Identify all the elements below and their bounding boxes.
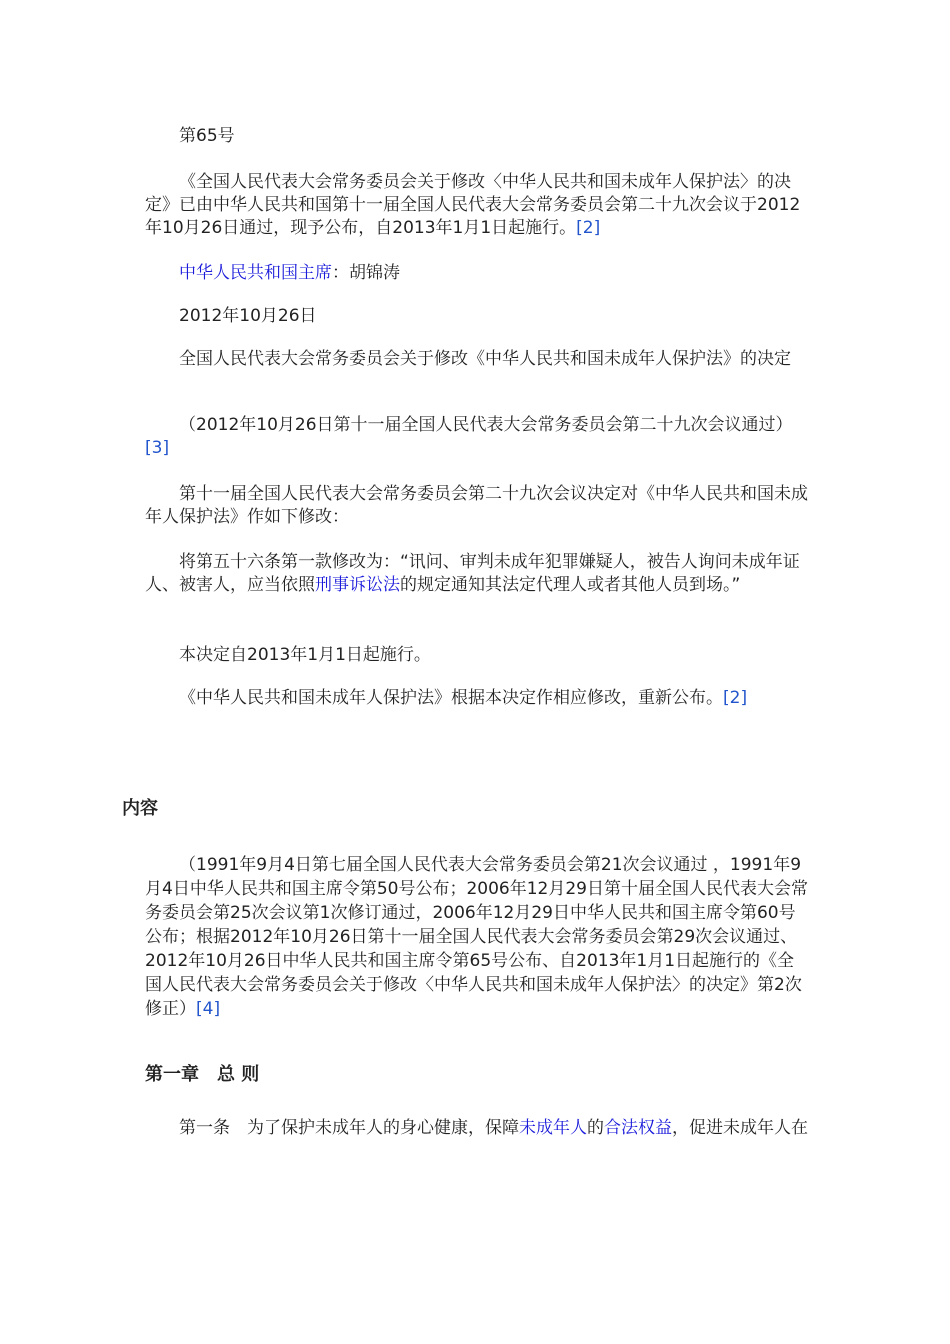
effective-date-text: 本决定自2013年1月1日起施行。 (179, 645, 431, 665)
president-name: ：胡锦涛 (332, 263, 400, 283)
history-text: （1991年9月4日第七届全国人民代表大会常务委员会第21次会议通过 ，1991年9月4日中华人民共和国主席令第50号公布；2006年12月29日第十届全国人民代表大会常务委员会第25次会议第1次修订通过，2006年12月29日中华人民共和国主席令第60号公布；根据2012年10月26日第十一届全国人民代表大会常务委员会第29次会议通过、2012年10月26日中华人民共和国主席令第65号公布、自2013年1月1日起施行的《全国人民代表大会常务委员会关于修改〈中华人民共和国未成年人保护法〉的决定》第2次修正） (145, 855, 808, 1019)
content-heading: 内容 (122, 798, 158, 819)
decision-notice-paragraph (145, 171, 810, 240)
legal-rights-link[interactable]: 合法权益 (604, 1118, 672, 1138)
citation-link[interactable]: [3] (145, 438, 170, 458)
decision-intro (145, 483, 810, 529)
article-1-paragraph (145, 1117, 810, 1140)
article-1-connector: 的 (587, 1118, 604, 1138)
criminal-procedure-law-link[interactable]: 刑事诉讼法 (315, 575, 400, 595)
signature-date (145, 305, 810, 328)
signature-date-text: 2012年10月26日 (179, 306, 317, 326)
president-link[interactable]: 中华人民共和国主席 (179, 263, 332, 283)
order-number-text: 第65号 (179, 126, 235, 146)
order-number (145, 125, 810, 148)
amendment-text: 将第五十六条第一款修改为：“讯问、审判未成年犯罪嫌疑人，被告人询问未成年证人、被害人，应当依照 (145, 552, 800, 595)
decision-title-text: 全国人民代表大会常务委员会关于修改《中华人民共和国未成年人保护法》的决定 (179, 349, 791, 369)
amendment-text-end: 的规定通知其法定代理人或者其他人员到场。” (400, 575, 741, 595)
republish-paragraph (145, 687, 810, 710)
article-1-text-end: ，促进未成年人在 (672, 1118, 808, 1138)
amendment-paragraph (145, 551, 810, 597)
adoption-note (145, 414, 810, 460)
decision-intro-text: 第十一届全国人民代表大会常务委员会第二十九次会议决定对《中华人民共和国未成年人保护法》作如下修改： (145, 484, 808, 527)
adoption-note-text: （2012年10月26日第十一届全国人民代表大会常务委员会第二十九次会议通过） (179, 415, 793, 435)
decision-notice-text: 《全国人民代表大会常务委员会关于修改〈中华人民共和国未成年人保护法〉的决定》已由中华人民共和国第十一届全国人民代表大会常务委员会第二十九次会议于2012年10月26日通过，现予公布，自2013年1月1日起施行。 (145, 172, 801, 238)
citation-link[interactable]: [2] (723, 688, 748, 708)
signature-line (145, 262, 810, 285)
decision-title (145, 348, 810, 371)
chapter-heading: 第一章 总 则 (145, 1064, 260, 1085)
article-1-text: 第一条 为了保护未成年人的身心健康，保障 (179, 1118, 519, 1138)
effective-date-paragraph (145, 644, 810, 667)
citation-link[interactable]: [2] (576, 218, 601, 238)
minors-link[interactable]: 未成年人 (519, 1118, 587, 1138)
republish-text: 《中华人民共和国未成年人保护法》根据本决定作相应修改，重新公布。 (179, 688, 723, 708)
history-paragraph (145, 853, 810, 1021)
citation-link[interactable]: [4] (196, 999, 221, 1019)
